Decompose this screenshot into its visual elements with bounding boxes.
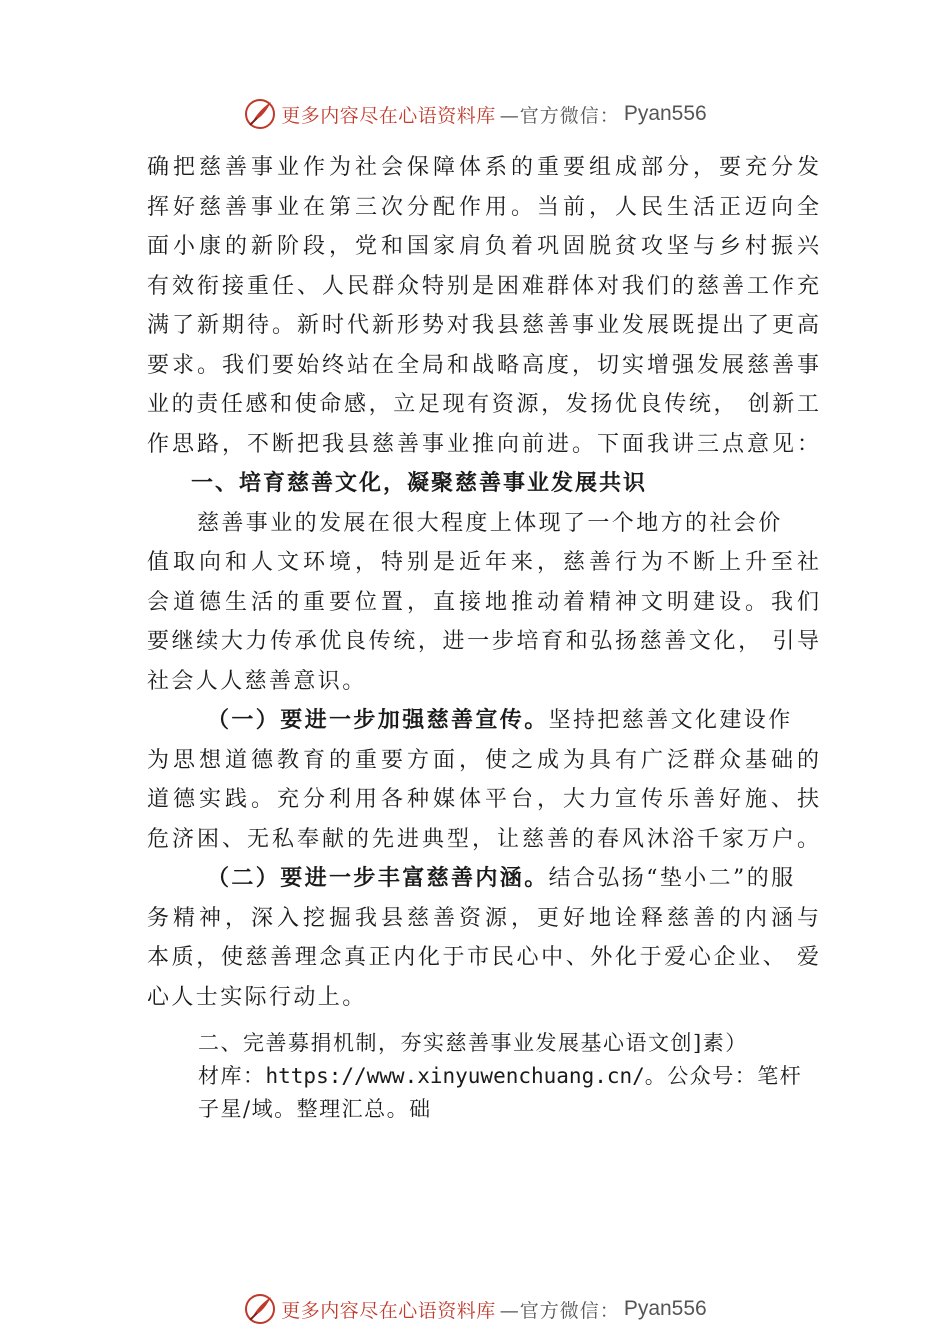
para1-line-1: 慈善事业的发展在很大程度上体现了一个地方的社会价 [197, 510, 783, 536]
intro-line-6: 要求。我们要始终站在全局和战略高度，切实增强发展慈善事 [147, 352, 819, 378]
section-heading-1: 一、培育慈善文化，凝聚慈善事业发展共识 [191, 471, 648, 496]
intro-line-3: 面小康的新阶段，党和国家肩负着巩固脱贫攻坚与乡村振兴 [147, 234, 819, 259]
tail-line-3: 子星/域。整理汇总。础 [198, 1097, 432, 1121]
tail-line-1: 二、完善募捐机制，夯实慈善事业发展基心语文创]素） [198, 1031, 748, 1055]
item1-line-1 [147, 701, 819, 741]
para1-line-3: 会道德生活的重要位置，直接地推动着精神文明建设。我们 [147, 589, 819, 615]
tail-line-2-suffix: 。公众号：笔杆 [644, 1064, 803, 1088]
para1-line-4: 要继续大力传承优良传统，进一步培育和弘扬慈善文化， 引导 [147, 629, 819, 654]
item1-line-3: 道德实践。充分利用各种媒体平台，大力宣传乐善好施、扶 [147, 787, 819, 812]
para1-line-2: 值取向和人文环境，特别是近年来，慈善行为不断上升至社 [147, 550, 819, 575]
intro-line-1: 确把慈善事业作为社会保障体系的重要组成部分，要充分发 [147, 155, 819, 180]
item1-line-2: 为思想道德教育的重要方面，使之成为具有广泛群众基础的 [147, 747, 819, 773]
item2-lead: （二）要进一步丰富慈善内涵。 [207, 865, 549, 891]
tail-line-2 [198, 1060, 838, 1093]
item1-first-rest: 坚持把慈善文化建设作 [548, 708, 793, 733]
intro-line-7: 业的责任感和使命感，立足现有资源，发扬优良传统， 创新工 [147, 392, 819, 417]
banner-wechat-label: —官方微信： [499, 104, 620, 127]
intro-line-8: 作思路，不断把我县慈善事业推向前进。下面我讲三点意见： [147, 431, 819, 457]
item2-line-4: 心人士实际行动上。 [147, 984, 367, 1010]
para1-line-5: 社会人人慈善意识。 [147, 668, 367, 694]
item2-line-2: 务精神，深入挖掘我县慈善资源，更好地诠释慈善的内涵与 [147, 905, 819, 931]
banner-wechat-id: Pyan556 [623, 102, 707, 125]
intro-line-4: 有效衔接重任、人民群众特别是困难群体对我们的慈善工作充 [147, 273, 819, 299]
intro-line-5: 满了新期待。新时代新形势对我县慈善事业发展既提出了更高 [147, 313, 819, 338]
item2-first-rest: 结合弘扬“垫小二”的服 [548, 866, 796, 891]
header-banner [0, 94, 950, 134]
feather-pen-circle-logo [243, 1292, 277, 1326]
footer-wechat-label: —官方微信： [499, 1299, 620, 1322]
tail-url-link[interactable]: https://www.xinyuwenchuang.cn/ [265, 1064, 645, 1088]
document-body [147, 148, 819, 1017]
feather-pen-circle-logo [243, 97, 277, 131]
item1-line-4: 危济困、无私奉献的先进典型，让慈善的春风沐浴千家万户。 [147, 826, 819, 852]
intro-line-2: 挥好慈善事业在第三次分配作用。当前，人民生活正迈向全 [147, 194, 819, 220]
footer-wechat-id: Pyan556 [623, 1297, 707, 1320]
banner-library-name: 更多内容尽在心语资料库 [281, 104, 496, 127]
item2-line-1 [147, 859, 819, 899]
footer-banner [0, 1289, 950, 1329]
tail-note [198, 1027, 838, 1126]
tail-line-2-prefix: 材库： [198, 1064, 266, 1088]
item2-line-3: 本质，使慈善理念真正内化于市民心中、外化于爱心企业、 爱 [147, 945, 819, 970]
item1-lead: （一）要进一步加强慈善宣传。 [207, 707, 549, 733]
footer-library-name: 更多内容尽在心语资料库 [281, 1299, 496, 1322]
